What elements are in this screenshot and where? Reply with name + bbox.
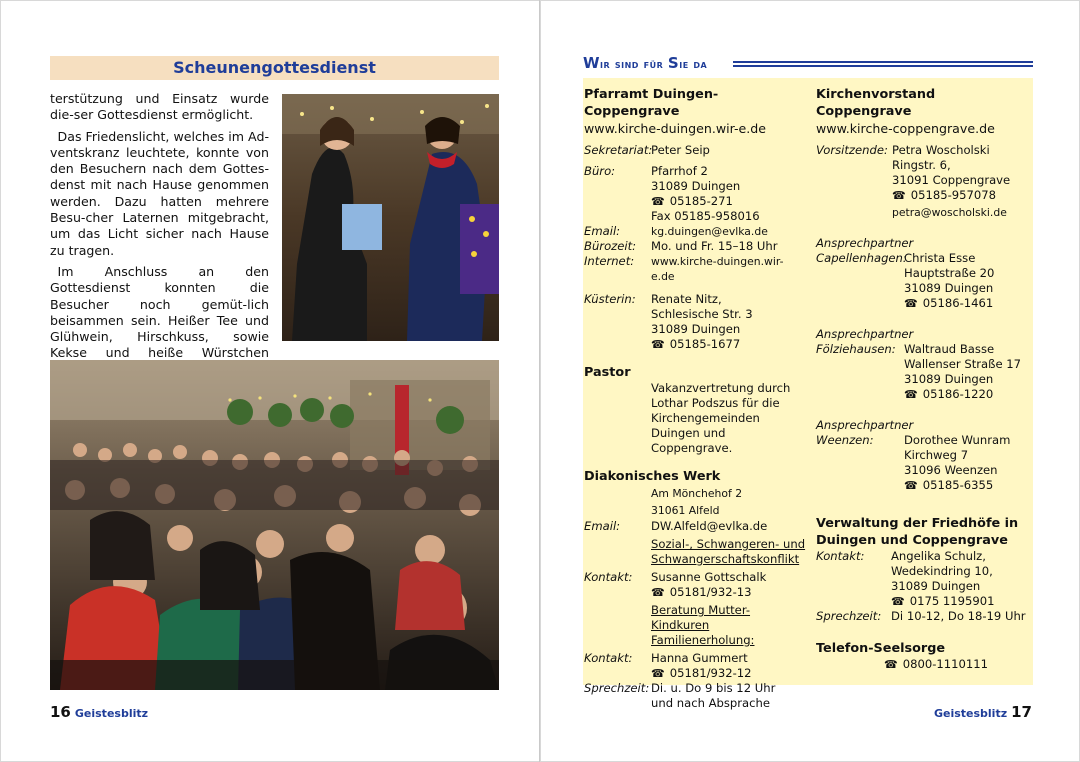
phone-icon: ☎ 05186-1220 xyxy=(904,387,1034,402)
page-gutter xyxy=(539,0,540,762)
phone-icon: ☎ 05181/932-12 xyxy=(651,666,806,681)
photo-two-women xyxy=(282,94,499,341)
kontakt1-row: Kontakt: Susanne Gottschalk ☎ 05181/932-13 xyxy=(584,570,806,600)
pfarramt-title: Pfarramt Duingen-Coppengrave xyxy=(584,87,719,119)
header-rule xyxy=(733,61,1033,67)
pfarramt-website: www.kirche-duingen.wir-e.de xyxy=(584,121,767,136)
folio-right xyxy=(934,703,1032,721)
folio-left xyxy=(50,703,148,721)
section-header-label: Wir sind für Sie da xyxy=(583,54,711,73)
foelziehausen-row: Fölziehausen: Waltraud Basse xyxy=(816,342,995,356)
article-paragraph-2: Das Friedenslicht, welches im Ad-ventskranz leuchtete, konnte von den Besuchern nach dem Gottes-denst mit nach Hause genommen werden. Dazu hatten mehrere Besu-cher Laternen mitgebracht, um das Licht sicher nach Hause zu tragen. xyxy=(50,128,269,258)
phone-icon: ☎ 05185-957078 xyxy=(892,188,1034,203)
article-paragraph-3: Im Anschluss an den Gottesdienst konnten die Besucher noch gemüt-lich beisammen sein. Heißer Tee und Glühwein, Hirschkuss, sowie Kekse und heiße Würstchen xyxy=(50,263,269,361)
section-header xyxy=(583,54,1033,74)
phone-icon: ☎ 0175 1195901 xyxy=(891,594,1034,609)
vorsitzende-email: petra@woscholski.de xyxy=(892,206,1007,219)
magazine-name-left: Geistesblitz xyxy=(74,707,149,720)
phone-icon: ☎ 0800-1110111 xyxy=(884,657,1034,672)
friedhof-title: Verwaltung der Friedhöfe in Duingen und Coppengrave xyxy=(816,516,1019,548)
sprechzeit-row: Sprechzeit: Di. u. Do 9 bis 12 Uhr und nach Absprache xyxy=(584,681,776,710)
kontakt2-row: Kontakt: Hanna Gummert ☎ 05181/932-12 xyxy=(584,651,806,681)
contact-column-1: Pfarramt Duingen-Coppengrave www.kirche-duingen.wir-e.de Sekretariat: Peter Seip Büro: Pfarrhof 2 31089 Duingen ☎ 05185-271 Fax 05185-958016 Email: kg.duingen@evlka.de Bürozeit: Mo. und Fr. 15–18 Uhr Internet: www.kirche-duingen.wir-e.de Küsterin: Renate Nitz, Schlesische Str. 3 31089 Duingen ☎ 05185-1677 Pastor Vakanzvertretung durch Lothar Podszus für die Kirchengemeinden Duingen und Coppengrave. Diakonisches Werk Am Mönchehof 2 31061 Alfeld Email: DW.Alfeld@evlka.de Sozial-, Schwangeren- und Schwangerschaftskonflikt Kontakt: Susanne Gottschalk ☎ 05181/932-13 Beratung Mutter-Kindkuren Familienerholung: Kontakt: Hanna Gummert ☎ 05181/932-12 Sprechzeit: Di. u. Do 9 bis 12 Uhr und nach Absprache xyxy=(584,86,806,711)
article-text xyxy=(50,91,269,383)
section-title: Scheunengottesdienst xyxy=(50,56,499,80)
ansprechpartner-3-title: Ansprechpartner xyxy=(816,418,914,432)
diakonie-topic-2: Beratung Mutter-Kindkuren Familienerholung: xyxy=(651,603,755,647)
page-number-right: 17 xyxy=(1011,703,1032,721)
pastor-title: Pastor xyxy=(584,365,631,380)
phone-icon: ☎ 05185-271 xyxy=(651,194,806,209)
sekretariat-row: Sekretariat: Peter Seip xyxy=(584,143,710,157)
ansprechpartner-1-title: Ansprechpartner xyxy=(816,236,914,250)
contact-column-2: Kirchenvorstand Coppengrave www.kirche-coppengrave.de Vorsitzende: Petra Woscholski Ringstr. 6, 31091 Coppengrave ☎ 05185-957078 petra@woscholski.de Ansprechpartner Capellenhagen: Christa Esse Hauptstraße 20 31089 Duingen ☎ 05186-1461 Ansprechpartner Fölziehausen: Waltraud Basse Wallenser Straße 17 31089 Duingen ☎ 05186-1220 Ansprechpartner Weenzen: Dorothee Wunram Kirchweg 7 31096 Weenzen ☎ 05185-6355 Verwaltung der Friedhöfe in Duingen und Coppengrave Kontakt: Angelika Schulz, Wedekindring 10, 31089 Duingen ☎ 0175 1195901 Sprechzeit: Di 10-12, Do 18-19 Uhr Telefon-Seelsorge ☎ 0800-1110111 xyxy=(816,86,1034,672)
friedhof-sprechzeit-row: Sprechzeit: Di 10-12, Do 18-19 Uhr xyxy=(816,609,1026,623)
buerozeit-row: Bürozeit: Mo. und Fr. 15–18 Uhr xyxy=(584,239,778,253)
diakonie-email-row: Email: DW.Alfeld@evlka.de xyxy=(584,519,768,533)
kv-title: Kirchenvorstand Coppengrave xyxy=(816,87,936,119)
phone-icon: ☎ 05186-1461 xyxy=(904,296,1034,311)
diakonie-title: Diakonisches Werk xyxy=(584,469,721,484)
seelsorge-title: Telefon-Seelsorge xyxy=(816,641,946,656)
kuesterin-row: Küsterin: Renate Nitz, Schlesische Str. 3 31089 Duingen ☎ 05185-1677 xyxy=(584,292,806,352)
ansprechpartner-2-title: Ansprechpartner xyxy=(816,327,914,341)
phone-icon: ☎ 05181/932-13 xyxy=(651,585,806,600)
phone-icon: ☎ 05185-6355 xyxy=(904,478,1034,493)
friedhof-kontakt-row: Kontakt: Angelika Schulz, Wedekindring 10, 31089 Duingen ☎ 0175 1195901 xyxy=(816,549,1034,609)
phone-icon: ☎ 05185-1677 xyxy=(651,337,806,352)
kv-website: www.kirche-coppengrave.de xyxy=(816,121,995,136)
magazine-name-right: Geistesblitz xyxy=(933,707,1008,720)
vorsitzende-row: Vorsitzende: Petra Woscholski xyxy=(816,143,990,157)
buero-row: Büro: Pfarrhof 2 31089 Duingen ☎ 05185-271 Fax 05185-958016 xyxy=(584,164,806,224)
weenzen-row: Weenzen: Dorothee Wunram xyxy=(816,433,1011,447)
internet-row: Internet: www.kirche-duingen.wir-e.de xyxy=(584,254,784,283)
capellenhagen-row: Capellenhagen: Christa Esse xyxy=(816,251,976,265)
photo-congregation xyxy=(50,360,499,690)
email-row: Email: kg.duingen@evlka.de xyxy=(584,224,768,238)
diakonie-topic-1: Sozial-, Schwangeren- und Schwangerschaftskonflikt xyxy=(651,537,806,566)
article-paragraph-1: terstützung und Einsatz wurde die-ser Gottesdienst ermöglicht. xyxy=(50,91,269,123)
page-number-left: 16 xyxy=(50,703,71,721)
